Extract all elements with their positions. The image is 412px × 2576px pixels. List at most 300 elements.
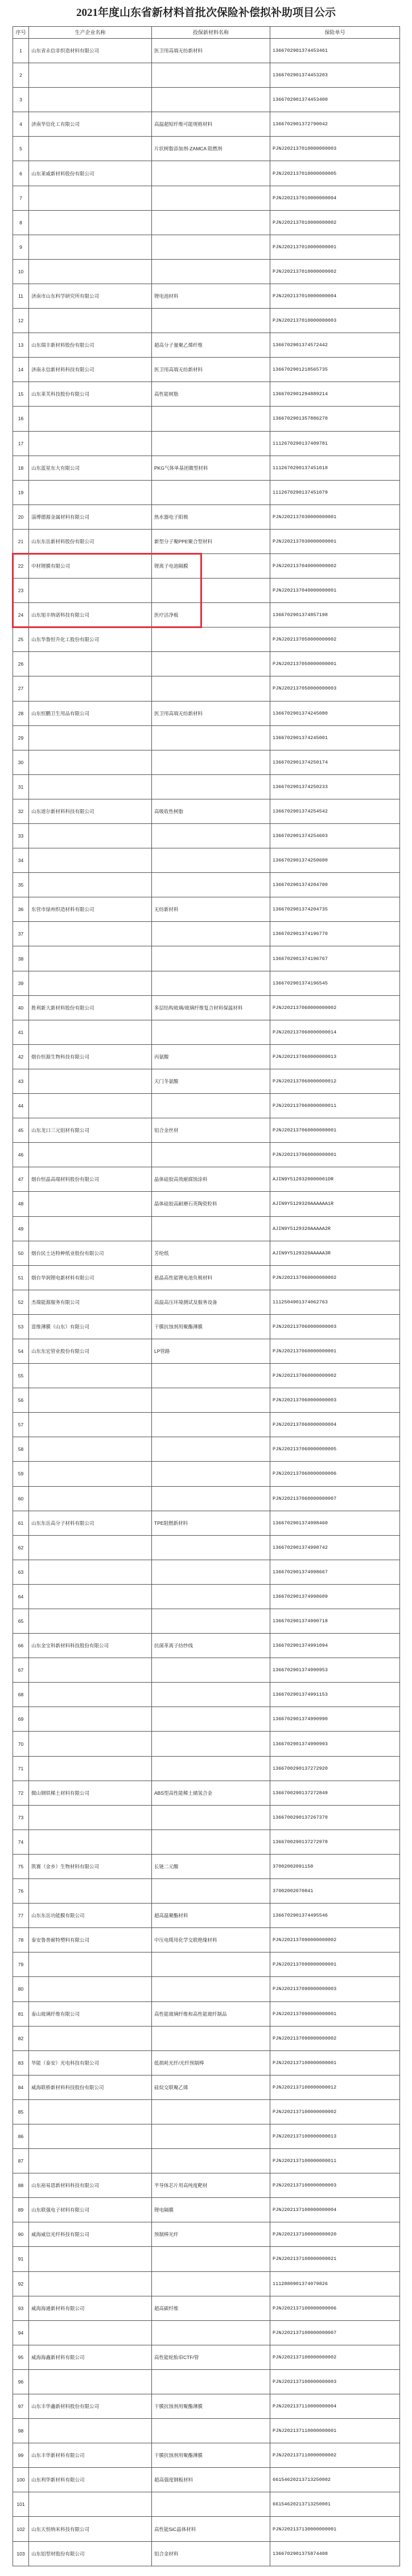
- row-index: 67: [13, 1658, 29, 1683]
- row-index: 10: [13, 259, 29, 284]
- row-product: [152, 627, 270, 652]
- row-index: 20: [13, 504, 29, 529]
- row-policy: PJNJ202137090000000002: [270, 2026, 400, 2050]
- row-company: 山东龙口三元铝材有限公司: [29, 1118, 152, 1143]
- table-row: [13, 1339, 400, 1363]
- row-index: 42: [13, 1044, 29, 1069]
- row-product: 干膜抗蚀剂用聚酯薄膜: [152, 2443, 270, 2468]
- row-product: [152, 971, 270, 995]
- row-index: 23: [13, 579, 29, 603]
- row-company: 富维薄膜（山东）有限公司: [29, 1314, 152, 1339]
- row-product: [152, 750, 270, 774]
- row-product: [152, 1388, 270, 1413]
- table-row: [13, 480, 400, 504]
- row-index: 11: [13, 284, 29, 308]
- row-product: TPE阻燃新材料: [152, 1511, 270, 1535]
- row-policy: 1112880901374079826: [270, 2271, 400, 2296]
- row-product: 天门冬氨酸: [152, 1069, 270, 1093]
- table-row: [13, 824, 400, 848]
- row-policy: PJNJ202137100000000002: [270, 2099, 400, 2124]
- row-policy: 1366702901294889214: [270, 382, 400, 407]
- row-policy: 1112670290137451079: [270, 480, 400, 504]
- table-row: [13, 1732, 400, 1756]
- row-product: 低损耗光纤/光纤预制棒: [152, 2050, 270, 2075]
- row-product: 抗菌革离子纺纱线: [152, 1634, 270, 1658]
- row-company: 山东铝型材股份有限公司: [29, 2541, 152, 2566]
- table-row: [13, 1069, 400, 1093]
- row-policy: 1366700290137272849: [270, 1781, 400, 1805]
- row-policy: PJNJ202137010000000004: [270, 284, 400, 308]
- row-product: [152, 1486, 270, 1511]
- row-product: [152, 873, 270, 897]
- row-index: 7: [13, 186, 29, 210]
- row-company: [29, 1830, 152, 1854]
- row-company: 山东道尔新材料科技有限公司: [29, 799, 152, 823]
- table-row: [13, 186, 400, 210]
- row-product: [152, 946, 270, 971]
- row-product: [152, 88, 270, 112]
- row-policy: 1366700290137272920: [270, 1756, 400, 1781]
- row-company: 山东莱威新材料股份有限公司: [29, 161, 152, 186]
- table-row: [13, 946, 400, 971]
- row-index: 101: [13, 2492, 29, 2517]
- row-policy: 1366702901374196770: [270, 922, 400, 946]
- row-index: 80: [13, 1977, 29, 2001]
- row-company: [29, 309, 152, 333]
- row-company: [29, 480, 152, 504]
- table-row: [13, 1388, 400, 1413]
- row-company: [29, 971, 152, 995]
- row-product: [152, 407, 270, 431]
- row-product: [152, 1830, 270, 1854]
- row-policy: 1366702901374250233: [270, 774, 400, 799]
- row-index: 73: [13, 1805, 29, 1830]
- row-policy: 1366702901374254542: [270, 799, 400, 823]
- row-product: [152, 161, 270, 186]
- row-product: [152, 1143, 270, 1167]
- row-product: 高性能玻璃纤维和高性能玻纤制品: [152, 2001, 270, 2026]
- row-index: 13: [13, 333, 29, 358]
- row-company: 山东丰华新材料有限公司: [29, 2443, 152, 2468]
- row-product: ABS型高性能稀土储氢合金: [152, 1781, 270, 1805]
- row-company: [29, 1364, 152, 1388]
- table-row: [13, 309, 400, 333]
- row-company: [29, 1683, 152, 1707]
- table-row: [13, 2099, 400, 2124]
- row-product: LP管路: [152, 1339, 270, 1363]
- row-index: 15: [13, 382, 29, 407]
- table-row: [13, 529, 400, 553]
- row-company: [29, 824, 152, 848]
- row-index: 33: [13, 824, 29, 848]
- row-policy: 1366700290137267370: [270, 1805, 400, 1830]
- row-company: 微山钢铁稀土材料有限公司: [29, 1781, 152, 1805]
- row-index: 83: [13, 2050, 29, 2075]
- row-index: 26: [13, 652, 29, 676]
- row-company: [29, 210, 152, 235]
- row-policy: 1366702901374204735: [270, 897, 400, 922]
- row-product: [152, 676, 270, 701]
- row-index: 85: [13, 2099, 29, 2124]
- row-index: 91: [13, 2247, 29, 2271]
- row-product: [152, 1805, 270, 1830]
- row-policy: PJNJ202137030000000001: [270, 504, 400, 529]
- row-index: 31: [13, 774, 29, 799]
- row-policy: PJNJ202137040000000001: [270, 579, 400, 603]
- row-company: 山东丰华鑫新材料股份有限公司: [29, 2394, 152, 2419]
- row-company: [29, 2369, 152, 2394]
- row-policy: PJNJ202137090000000001: [270, 1952, 400, 1977]
- row-policy: 1366702901374250174: [270, 750, 400, 774]
- table-row: [13, 1216, 400, 1241]
- row-policy: PJNJ202137060000000007: [270, 1486, 400, 1511]
- row-product: [152, 922, 270, 946]
- table-row: [13, 922, 400, 946]
- row-index: 92: [13, 2271, 29, 2296]
- row-product: [152, 235, 270, 259]
- row-product: 高性能树脂: [152, 382, 270, 407]
- row-policy: PJNJ202137060000000006: [270, 1462, 400, 1486]
- row-index: 74: [13, 1830, 29, 1854]
- row-index: 62: [13, 1535, 29, 1560]
- row-company: 山东莱芙科技股份有限公司: [29, 382, 152, 407]
- table-row: [13, 2517, 400, 2541]
- row-policy: 1366702901374453203: [270, 63, 400, 88]
- row-company: [29, 1805, 152, 1830]
- row-policy: PJNJ202137010000000001: [270, 235, 400, 259]
- row-company: [29, 186, 152, 210]
- row-product: [152, 309, 270, 333]
- row-index: 96: [13, 2369, 29, 2394]
- row-policy: PJNJ202137060000000002: [270, 995, 400, 1020]
- row-policy: PJNJ202137060000000013: [270, 1044, 400, 1069]
- row-policy: 1112670290137409781: [270, 431, 400, 456]
- row-index: 66: [13, 1634, 29, 1658]
- row-index: 99: [13, 2443, 29, 2468]
- row-company: 山东利华新材料有限公司: [29, 2468, 152, 2492]
- row-company: 泰山玻璃纤维有限公司: [29, 2001, 152, 2026]
- row-company: [29, 1658, 152, 1683]
- table-row: [13, 235, 400, 259]
- row-company: 山东东岳功能膜有限公司: [29, 1904, 152, 1928]
- row-index: 81: [13, 2001, 29, 2026]
- table-row: [13, 1805, 400, 1830]
- row-company: 山东东岳新材料股份有限公司: [29, 529, 152, 553]
- row-company: 威海海通新材料有限公司: [29, 2296, 152, 2320]
- header-policy: 保险单号: [270, 27, 400, 39]
- row-index: 34: [13, 848, 29, 873]
- row-index: 70: [13, 1732, 29, 1756]
- table-row: [13, 2320, 400, 2345]
- row-index: 52: [13, 1290, 29, 1314]
- subsidy-table: [13, 26, 400, 2566]
- row-company: [29, 1952, 152, 1977]
- row-policy: 1366702901357886270: [270, 407, 400, 431]
- row-index: 14: [13, 358, 29, 382]
- table-row: [13, 88, 400, 112]
- table-row: [13, 750, 400, 774]
- row-policy: PJNJ202137100000000004: [270, 2198, 400, 2222]
- row-policy: PJNJ202137060000000014: [270, 1020, 400, 1044]
- row-index: 54: [13, 1339, 29, 1363]
- row-policy: PJNJ202137010000000004: [270, 186, 400, 210]
- row-policy: PJNJ202137100000000002: [270, 2345, 400, 2369]
- row-company: [29, 774, 152, 799]
- row-company: 烟台民士达特种纸业股份有限公司: [29, 1241, 152, 1265]
- row-index: 97: [13, 2394, 29, 2419]
- table-row: [13, 1511, 400, 1535]
- row-company: [29, 259, 152, 284]
- row-index: 100: [13, 2468, 29, 2492]
- table-row: [13, 579, 400, 603]
- row-product: 丙氨酸: [152, 1044, 270, 1069]
- row-policy: 1366702901372790042: [270, 112, 400, 137]
- row-product: [152, 774, 270, 799]
- row-company: [29, 1732, 152, 1756]
- row-index: 18: [13, 456, 29, 480]
- row-index: 22: [13, 553, 29, 578]
- table-row: [13, 2492, 400, 2517]
- row-index: 79: [13, 1952, 29, 1977]
- row-product: 高温高压环境测试及服务设备: [152, 1290, 270, 1314]
- table-row: [13, 2075, 400, 2099]
- row-product: 锂电池材料: [152, 284, 270, 308]
- table-row: [13, 676, 400, 701]
- row-product: [152, 824, 270, 848]
- row-index: 44: [13, 1094, 29, 1118]
- table-row: [13, 1265, 400, 1290]
- row-policy: PJNJ202137100000000007: [270, 2320, 400, 2345]
- row-policy: PJNJ202137100000000001: [270, 2050, 400, 2075]
- row-company: [29, 1143, 152, 1167]
- row-policy: PJNJ202137100000000012: [270, 2075, 400, 2099]
- row-index: 45: [13, 1118, 29, 1143]
- row-policy: 1366700290137272978: [270, 1830, 400, 1854]
- row-company: 济南市山东科学研究所有限公司: [29, 284, 152, 308]
- table-row: [13, 897, 400, 922]
- row-policy: 66154620213713250002: [270, 2468, 400, 2492]
- table-header-row: [13, 27, 400, 39]
- row-product: [152, 1020, 270, 1044]
- row-index: 95: [13, 2345, 29, 2369]
- table-row: [13, 1241, 400, 1265]
- row-index: 6: [13, 161, 29, 186]
- table-row: [13, 1756, 400, 1781]
- row-company: [29, 922, 152, 946]
- table-row: [13, 504, 400, 529]
- row-company: 中材锂膜有限公司: [29, 553, 152, 578]
- row-product: [152, 1609, 270, 1634]
- table-row: [13, 2026, 400, 2050]
- row-company: [29, 1069, 152, 1093]
- row-policy: PJNJ202137100000000006: [270, 2296, 400, 2320]
- row-policy: 1366702901374254603: [270, 824, 400, 848]
- row-policy: AJIN9Y5129320AAAAAA1R: [270, 1192, 400, 1216]
- row-product: 无纺新材料: [152, 897, 270, 922]
- row-index: 28: [13, 701, 29, 725]
- table-row: [13, 2443, 400, 2468]
- row-product: 晶体硅胶高耐磨石英陶瓷粒料: [152, 1192, 270, 1216]
- row-product: 医卫用高端无纺新材料: [152, 358, 270, 382]
- header-company: 生产企业名称: [29, 27, 152, 39]
- row-index: 75: [13, 1854, 29, 1878]
- row-policy: PJNJ202137050000000002: [270, 627, 400, 652]
- row-policy: PJNJ202137100000000003: [270, 2173, 400, 2198]
- row-company: [29, 431, 152, 456]
- row-product: [152, 579, 270, 603]
- row-product: [152, 848, 270, 873]
- row-policy: PJNJ202137100000000011: [270, 2149, 400, 2173]
- row-product: 中压电缆用化学交联绝缘材料: [152, 1928, 270, 1952]
- row-product: [152, 210, 270, 235]
- table-row: [13, 1658, 400, 1683]
- table-row: [13, 1781, 400, 1805]
- row-product: [152, 725, 270, 750]
- row-company: [29, 848, 152, 873]
- table-row: [13, 2050, 400, 2075]
- row-index: 47: [13, 1167, 29, 1192]
- row-product: [152, 1216, 270, 1241]
- table-row: [13, 1977, 400, 2001]
- row-product: [152, 2149, 270, 2173]
- row-policy: PJNJ202137060000000001: [270, 1118, 400, 1143]
- row-index: 51: [13, 1265, 29, 1290]
- row-index: 39: [13, 971, 29, 995]
- row-policy: PJNJ202137060000000003: [270, 1314, 400, 1339]
- table-row: [13, 333, 400, 358]
- row-company: [29, 1535, 152, 1560]
- row-product: [152, 259, 270, 284]
- row-product: [152, 2492, 270, 2517]
- table-row: [13, 2149, 400, 2173]
- row-index: 25: [13, 627, 29, 652]
- row-company: [29, 2099, 152, 2124]
- row-product: 超高温聚酯材料: [152, 1904, 270, 1928]
- row-policy: PJNJ202137100000000013: [270, 2124, 400, 2148]
- row-product: 超高碳纤维: [152, 2296, 270, 2320]
- row-company: 山东裕易恩新材料科技有限公司: [29, 2173, 152, 2198]
- row-index: 103: [13, 2541, 29, 2566]
- row-company: [29, 1094, 152, 1118]
- row-policy: 1366702901374572442: [270, 333, 400, 358]
- row-product: 片状树脂添加剂-ZAMCA 阻燃剂: [152, 137, 270, 161]
- row-product: 高性能SiC晶体材料: [152, 2517, 270, 2541]
- row-company: 烟台恒源生物科技有限公司: [29, 1044, 152, 1069]
- row-index: 5: [13, 137, 29, 161]
- row-index: 17: [13, 431, 29, 456]
- row-product: 锂离子电池隔膜: [152, 553, 270, 578]
- row-product: [152, 1584, 270, 1609]
- table-row: [13, 2541, 400, 2566]
- row-company: 华能（泰安）光电科技有限公司: [29, 2050, 152, 2075]
- row-company: 山东东宏管业股份有限公司: [29, 1339, 152, 1363]
- row-product: 预制棒光纤: [152, 2222, 270, 2247]
- table-row: [13, 1413, 400, 1437]
- row-policy: 1366702901374245001: [270, 725, 400, 750]
- table-row: [13, 1904, 400, 1928]
- row-company: 山东蓝星东大有限公司: [29, 456, 152, 480]
- row-index: 19: [13, 480, 29, 504]
- table-row: [13, 2001, 400, 2026]
- table-row: [13, 1167, 400, 1192]
- row-policy: AJIN9Y5129320AAAAA2R: [270, 1216, 400, 1241]
- row-company: 威海联桥新材料科技股份有限公司: [29, 2075, 152, 2099]
- row-policy: PJNJ202137100000000020: [270, 2222, 400, 2247]
- table-row: [13, 1707, 400, 1732]
- row-index: 2: [13, 63, 29, 88]
- row-company: 杰瑞能源服务有限公司: [29, 1290, 152, 1314]
- row-policy: 1366702901374453400: [270, 88, 400, 112]
- row-company: 山东旭丰纳诺科技有限公司: [29, 603, 152, 627]
- row-policy: 37002002070841: [270, 1879, 400, 1904]
- row-policy: AJIN9Y5129320000001DR: [270, 1167, 400, 1192]
- row-policy: PJNJ202137060000000002: [270, 1265, 400, 1290]
- row-index: 71: [13, 1756, 29, 1781]
- row-policy: PJNJ202137060000000012: [270, 1069, 400, 1093]
- row-policy: 1366702901218565735: [270, 358, 400, 382]
- row-index: 38: [13, 946, 29, 971]
- row-product: [152, 2419, 270, 2443]
- row-company: [29, 137, 152, 161]
- row-index: 65: [13, 1609, 29, 1634]
- row-policy: PJNJ202137060000000001: [270, 1339, 400, 1363]
- row-product: 干膜抗蚀剂用聚酯薄膜: [152, 2394, 270, 2419]
- table-row: [13, 2419, 400, 2443]
- header-index: 序号: [13, 27, 29, 39]
- table-row: [13, 627, 400, 652]
- row-product: PKG气体单基团微型材料: [152, 456, 270, 480]
- table-row: [13, 2271, 400, 2296]
- row-policy: PJNJ202137010000000003: [270, 309, 400, 333]
- row-index: 9: [13, 235, 29, 259]
- table-row: [13, 63, 400, 88]
- table-row: [13, 1020, 400, 1044]
- row-index: 37: [13, 922, 29, 946]
- row-company: 东营市绿州织造材料有限公司: [29, 897, 152, 922]
- table-row: [13, 1486, 400, 1511]
- row-index: 61: [13, 1511, 29, 1535]
- table-row: [13, 210, 400, 235]
- row-company: [29, 2320, 152, 2345]
- table-row: [13, 848, 400, 873]
- row-company: [29, 1020, 152, 1044]
- row-company: [29, 235, 152, 259]
- row-product: 悬晶高性能锂电池负极材料: [152, 1265, 270, 1290]
- row-company: 山东恒鹏卫生用品有限公司: [29, 701, 152, 725]
- row-product: [152, 1560, 270, 1584]
- table-row: [13, 1560, 400, 1584]
- row-product: 长链二元酸: [152, 1854, 270, 1878]
- table-row: [13, 1683, 400, 1707]
- row-policy: 1366702901374998667: [270, 1560, 400, 1584]
- table-row: [13, 1462, 400, 1486]
- row-company: [29, 1609, 152, 1634]
- row-policy: 1112504901374062763: [270, 1290, 400, 1314]
- row-company: 凯赛（金乡）生物材料有限公司: [29, 1854, 152, 1878]
- row-company: [29, 2124, 152, 2148]
- row-product: 锂电隔膜: [152, 2198, 270, 2222]
- row-index: 84: [13, 2075, 29, 2099]
- row-policy: AJIN9Y5129320AAAAA3R: [270, 1241, 400, 1265]
- row-index: 86: [13, 2124, 29, 2148]
- table-row: [13, 1830, 400, 1854]
- row-company: 威海海鑫新材料有限公司: [29, 2345, 152, 2369]
- table-row: [13, 358, 400, 382]
- row-policy: 1112670290137451018: [270, 456, 400, 480]
- row-policy: 1366702901374990990: [270, 1707, 400, 1732]
- row-policy: PJNJ202137060000000002: [270, 1364, 400, 1388]
- row-company: [29, 1486, 152, 1511]
